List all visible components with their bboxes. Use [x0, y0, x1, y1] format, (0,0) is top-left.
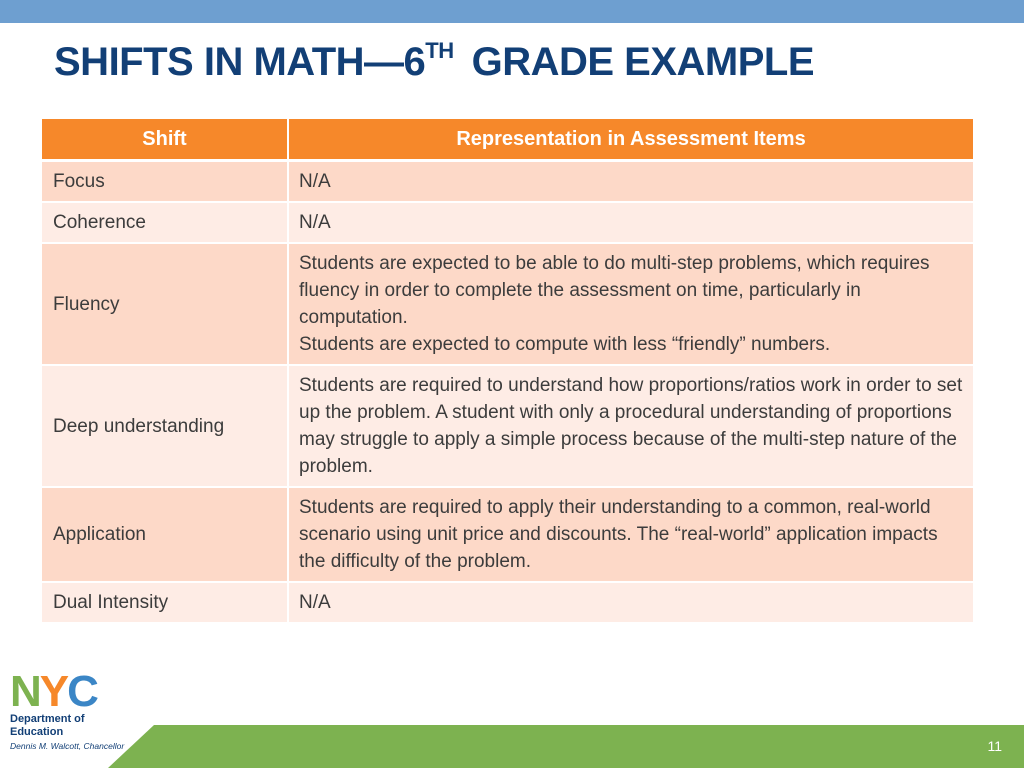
representation-cell: [288, 582, 973, 623]
page-number: 11: [987, 738, 1002, 754]
chancellor-name: Dennis M. Walcott, Chancellor: [10, 741, 125, 751]
table-row: [42, 582, 973, 623]
bottom-accent-bar: [108, 725, 1024, 768]
nyc-letter-c: C: [67, 667, 97, 716]
representation-text: Students are required to understand how proportions/ratios work in order to set up the problem. A student with only a procedural understanding of proportions may struggle to apply a simple process because of the multi-step nature of the problem.: [299, 375, 963, 477]
header-shift: Shift: [42, 119, 288, 161]
shifts-table: [42, 119, 973, 624]
title-main: SHIFTS IN MATH—6: [54, 40, 426, 84]
shift-cell: Coherence: [42, 202, 288, 243]
shift-cell: Dual Intensity: [42, 582, 288, 623]
department-line-1: Department of: [10, 713, 85, 725]
shift-cell: Deep understanding: [42, 365, 288, 487]
shift-cell: Fluency: [42, 243, 288, 365]
nyc-doe-logo: [10, 667, 140, 757]
representation-cell: [288, 487, 973, 582]
slide-title: [54, 40, 814, 85]
nyc-letter-y: Y: [39, 667, 68, 716]
representation-text: Students are required to apply their understanding to a common, real-world scenario using unit price and discounts. The “real-world” application impacts the difficulty of the problem.: [299, 497, 938, 572]
department-name: [10, 713, 140, 739]
department-line-2: Education: [10, 726, 64, 738]
representation-cell: [288, 161, 973, 203]
shift-cell: Application: [42, 487, 288, 582]
representation-text: Students are expected to be able to do multi-step problems, which requires fluency in order to complete the assessment on time, particularly in computation.: [299, 253, 930, 328]
top-accent-bar: [0, 0, 1024, 23]
representation-text: N/A: [299, 592, 331, 613]
nyc-logo-mark: [10, 667, 140, 716]
representation-cell: [288, 243, 973, 365]
table-row: [42, 365, 973, 487]
representation-text: Students are expected to compute with less “friendly” numbers.: [299, 334, 831, 355]
table-row: [42, 487, 973, 582]
table-header-row: [42, 119, 973, 161]
nyc-letter-n: N: [10, 667, 40, 716]
title-rest: GRADE EXAMPLE: [471, 40, 815, 84]
representation-cell: [288, 365, 973, 487]
table-row: [42, 243, 973, 365]
header-representation: Representation in Assessment Items: [288, 119, 973, 161]
representation-text: N/A: [299, 171, 331, 192]
table-row: [42, 161, 973, 203]
representation-cell: [288, 202, 973, 243]
representation-text: N/A: [299, 212, 331, 233]
table-row: [42, 202, 973, 243]
title-superscript: TH: [425, 38, 454, 63]
shift-cell: Focus: [42, 161, 288, 203]
